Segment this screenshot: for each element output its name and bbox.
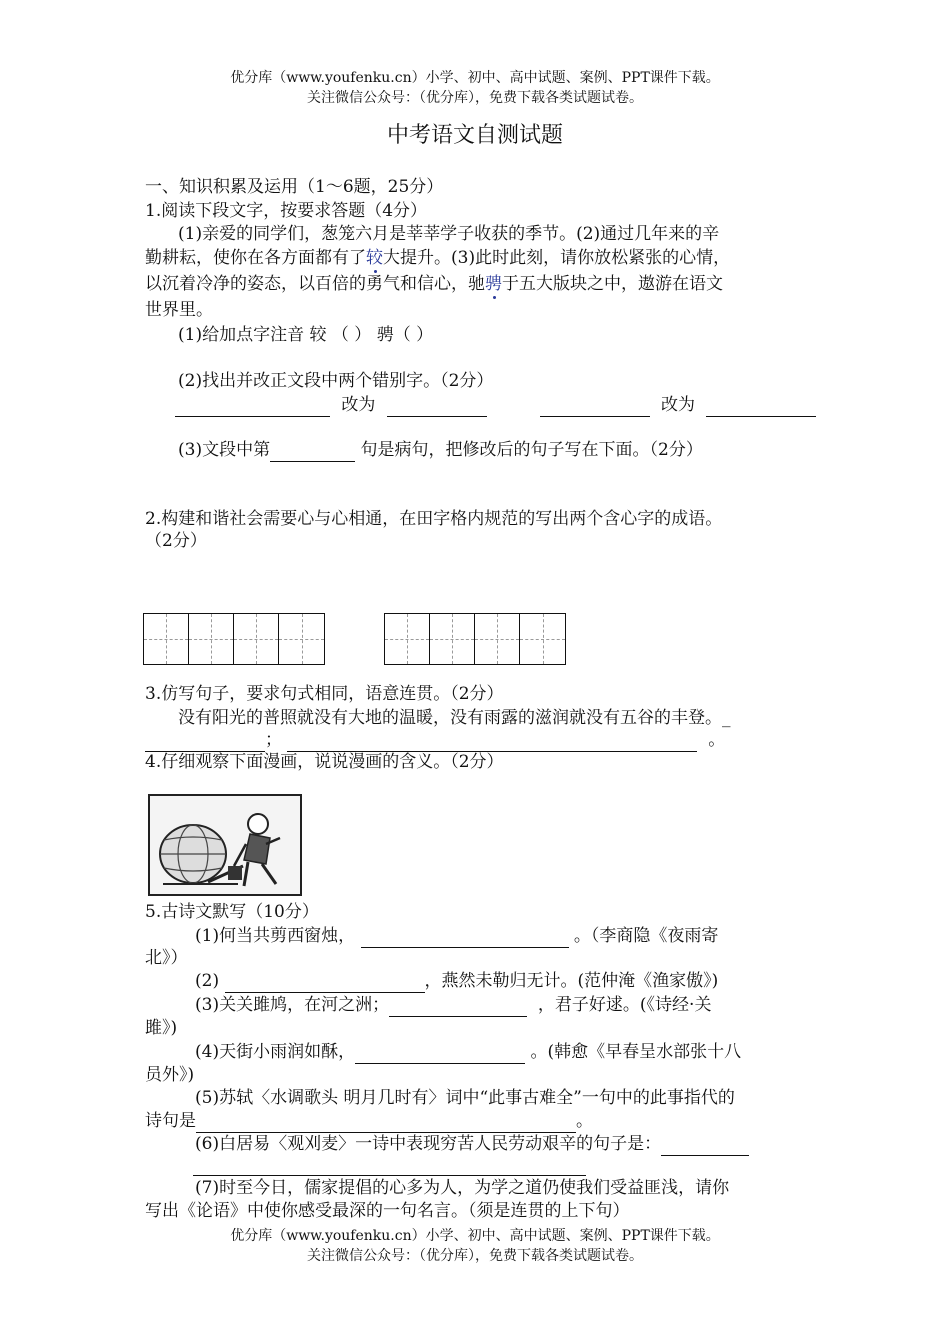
q5-line-3 bbox=[195, 993, 711, 1017]
poem-source: ，君子好逑。(《诗经·关 bbox=[537, 995, 712, 1015]
answer-blank[interactable] bbox=[540, 398, 650, 417]
q1-stem: 1.阅读下段文字，按要求答题（4分） bbox=[145, 201, 428, 221]
q5-line-7-cont: 写出《论语》中使你感受最深的一句名言。（须是连贯的上下句） bbox=[145, 1201, 630, 1221]
q1-sub-3 bbox=[178, 438, 703, 462]
tianzige-cell[interactable] bbox=[279, 614, 324, 664]
answer-blank[interactable] bbox=[387, 398, 487, 417]
q2-stem-line-2: （2分） bbox=[145, 531, 207, 551]
answer-blank[interactable] bbox=[355, 1045, 525, 1064]
poem-text: (6)白居易〈观刈麦〉一诗中表现穷苦人民劳动艰辛的句子是： bbox=[195, 1134, 662, 1154]
q1-passage-text: 以沉着冷净的姿态，以百倍的勇气和信心，驰 bbox=[145, 274, 485, 294]
q3-period: 。 bbox=[708, 730, 726, 750]
section-1-heading: 一、知识积累及运用（1～6题，25分） bbox=[145, 177, 444, 197]
q5-stem: 5.古诗文默写（10分） bbox=[145, 902, 319, 922]
q5-line-5: (5)苏轼〈水调歌头 明月几时有〉词中“此事古难全”一句中的此事指代的 bbox=[195, 1088, 735, 1108]
tianzige-cell[interactable] bbox=[430, 614, 475, 664]
q5-line-4-cont: 员外》) bbox=[145, 1065, 195, 1085]
poem-source: 。(韩愈《早春呈水部张十八 bbox=[530, 1042, 742, 1062]
answer-blank[interactable] bbox=[225, 974, 425, 993]
poem-text: 。 bbox=[576, 1111, 593, 1131]
q1-passage-line-1: (1)亲爱的同学们，葱笼六月是莘莘学子收获的季节。(2)通过几年来的辛 bbox=[178, 224, 720, 244]
tianzige-cell[interactable] bbox=[144, 614, 189, 664]
answer-blank[interactable] bbox=[706, 398, 816, 417]
answer-blank[interactable] bbox=[270, 443, 355, 462]
q3-stem: 3.仿写句子，要求句式相同，语意连贯。（2分） bbox=[145, 684, 504, 704]
q5-line-1-cont: 北》） bbox=[145, 948, 188, 968]
change-label: 改为 bbox=[341, 395, 376, 415]
page-title: 中考语文自测试题 bbox=[386, 123, 563, 148]
dotted-char-cheng: 骋 bbox=[485, 274, 502, 294]
change-label: 改为 bbox=[661, 395, 696, 415]
q3-example: 没有阳光的普照就没有大地的温暖，没有雨露的滋润就没有五谷的丰登。_ bbox=[178, 708, 731, 728]
tianzige-cell[interactable] bbox=[475, 614, 520, 664]
footer-line-2: 关注微信公众号：（优分库），免费下载各类试题试卷。 bbox=[307, 1248, 643, 1264]
q5-line-2 bbox=[195, 969, 718, 993]
poem-text: 诗句是 bbox=[145, 1111, 196, 1131]
q3-answer-row bbox=[145, 728, 725, 752]
answer-blank[interactable] bbox=[361, 929, 569, 948]
tianzige-grid-2[interactable] bbox=[384, 613, 566, 665]
q5-line-6 bbox=[195, 1132, 749, 1156]
q1-passage-text: 大提升。(3)此时此刻，请你放松紧张的心情， bbox=[383, 248, 731, 268]
tianzige-grid-1[interactable] bbox=[143, 613, 325, 665]
q2-stem-line-1: 2.构建和谐社会需要心与心相通，在田字格内规范的写出两个含心字的成语。 bbox=[145, 509, 723, 529]
answer-blank[interactable] bbox=[196, 1114, 576, 1133]
q1-sub-2: (2)找出并改正文段中两个错别字。（2分） bbox=[178, 371, 494, 391]
tianzige-cell[interactable] bbox=[385, 614, 430, 664]
q5-line-4 bbox=[195, 1040, 741, 1064]
q1-sub-1: (1)给加点字注音 较 （ ） 骋（ ） bbox=[178, 325, 434, 345]
poem-text: (2) bbox=[195, 971, 220, 991]
q1-sub-3-text: (3)文段中第 bbox=[178, 440, 271, 460]
poem-source: 。（李商隐《夜雨寄 bbox=[573, 926, 719, 946]
cartoon-image bbox=[148, 794, 302, 896]
poem-text: (3)关关雎鸠，在河之洲； bbox=[195, 995, 390, 1015]
tianzige-cell[interactable] bbox=[520, 614, 565, 664]
q1-sub-3-text: 句是病句，把修改后的句子写在下面。（2分） bbox=[360, 440, 703, 460]
tianzige-cell[interactable] bbox=[189, 614, 234, 664]
q5-line-7: (7)时至今日，儒家提倡的心多为人，为学之道仍使我们受益匪浅，请你 bbox=[195, 1178, 730, 1198]
poem-text: (4)天街小雨润如酥， bbox=[195, 1042, 356, 1062]
dotted-char-jiao: 较 bbox=[366, 248, 383, 268]
header-line-2: 关注微信公众号：（优分库），免费下载各类试题试卷。 bbox=[307, 90, 643, 106]
q1-correction-row bbox=[175, 393, 816, 417]
q1-passage-line-4: 世界里。 bbox=[145, 300, 213, 320]
q4-stem: 4.仔细观察下面漫画，说说漫画的含义。（2分） bbox=[145, 752, 504, 772]
poem-source: ，燕然未勒归无计。(范仲淹《渔家傲》) bbox=[424, 971, 719, 991]
answer-blank[interactable] bbox=[661, 1137, 749, 1156]
tianzige-cell[interactable] bbox=[234, 614, 279, 664]
q3-semicolon: ； bbox=[265, 730, 282, 750]
answer-blank[interactable] bbox=[389, 998, 527, 1017]
header-line-1: 优分库（www.youfenku.cn）小学、初中、高中试题、案例、PPT课件下载。 bbox=[230, 70, 720, 86]
q1-passage-line-3 bbox=[145, 272, 723, 296]
footer-line-1: 优分库（www.youfenku.cn）小学、初中、高中试题、案例、PPT课件下载。 bbox=[230, 1228, 720, 1244]
cartoon-drawing bbox=[148, 794, 302, 896]
q5-line-1 bbox=[195, 924, 718, 948]
q1-passage-text: 勤耕耘，使你在各方面都有了 bbox=[145, 248, 366, 268]
q5-line-5-cont bbox=[145, 1109, 593, 1133]
q1-passage-line-2 bbox=[145, 246, 730, 270]
q1-passage-text: 于五大版块之中，遨游在语文 bbox=[502, 274, 723, 294]
poem-text: (1)何当共剪西窗烛， bbox=[195, 926, 356, 946]
answer-blank[interactable] bbox=[175, 398, 330, 417]
q5-line-3-cont: 雎》) bbox=[145, 1018, 178, 1038]
